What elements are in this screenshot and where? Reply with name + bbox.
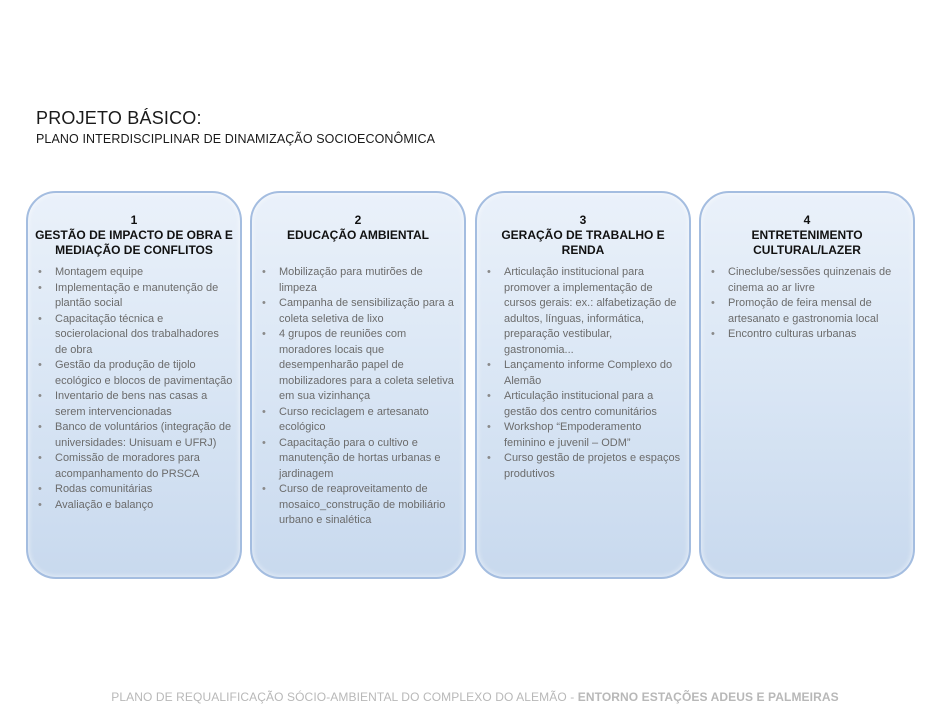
list-item-text: Avaliação e balanço: [55, 498, 154, 511]
bullet-icon: •: [38, 312, 42, 325]
list-item-text: Gestão da produção de tijolo ecológico e blocos de pavimentação: [55, 359, 233, 387]
list-item: [38, 389, 234, 420]
bullet-icon: •: [487, 266, 491, 278]
card-number: 3: [579, 213, 587, 227]
bullet-icon: •: [262, 483, 266, 495]
list-item: [38, 482, 234, 498]
footer-main-text: PLANO DE REQUALIFICAÇÃO SÓCIO-AMBIENTAL DO COMPLEXO DO ALEMÃO: [111, 690, 567, 704]
list-item-text: Montagem equipe: [55, 266, 144, 278]
card-title: GESTÃO DE IMPACTO DE OBRA E MEDIAÇÃO DE CONFLITOS: [35, 228, 233, 257]
list-item: [487, 265, 683, 358]
list-item-text: Curso gestão de projetos e espaços produtivos: [504, 452, 681, 480]
list-item-text: Promoção de feira mensal de artesanato e gastronomia local: [728, 297, 879, 325]
list-item-text: Articulação institucional para a gestão dos centro comunitários: [504, 390, 657, 418]
list-item-text: Banco de voluntários (integração de universidades: Unisuam e UFRJ): [55, 421, 232, 449]
bullet-icon: •: [487, 359, 491, 371]
list-item: [487, 420, 683, 451]
list-item-text: Capacitação técnica e socierolacional dos trabalhadores de obra: [55, 312, 219, 356]
bullet-icon: •: [38, 390, 42, 402]
list-item-text: Implementação e manutenção de plantão social: [55, 281, 219, 309]
list-item: [38, 265, 234, 281]
bullet-icon: •: [38, 266, 42, 278]
list-item: [38, 498, 234, 514]
card-title: GERAÇÃO DE TRABALHO E RENDA: [501, 228, 665, 257]
card-item-list: [477, 265, 689, 482]
list-item-text: Inventario de bens nas casas a serem intervencionadas: [55, 390, 208, 418]
card-header: [252, 193, 464, 265]
list-item: [711, 296, 907, 327]
list-item: [262, 482, 458, 529]
list-item: [262, 296, 458, 327]
card-header: [701, 193, 913, 265]
footer-separator: -: [566, 690, 578, 704]
card-item-list: [701, 265, 913, 343]
card-title: ENTRETENIMENTO CULTURAL/LAZER: [751, 228, 863, 257]
card-3: [475, 191, 691, 579]
list-item: [38, 312, 234, 359]
list-item: [487, 389, 683, 420]
bullet-icon: •: [38, 359, 42, 371]
list-item-text: Cineclube/sessões quinzenais de cinema ao ar livre: [728, 266, 892, 294]
list-item: [38, 420, 234, 451]
card-header: [477, 193, 689, 265]
card-number: 1: [130, 213, 138, 227]
bullet-icon: •: [38, 452, 42, 464]
list-item: [38, 451, 234, 482]
bullet-icon: •: [262, 266, 266, 278]
page-footer: [0, 690, 950, 704]
bullet-icon: •: [38, 483, 42, 495]
bullet-icon: •: [262, 405, 266, 418]
bullet-icon: •: [711, 328, 715, 340]
bullet-icon: •: [38, 421, 42, 433]
list-item-text: Curso de reaproveitamento de mosaico_construção de mobiliário urbano e sinalética: [279, 483, 446, 526]
list-item: [711, 327, 907, 343]
list-item: [38, 358, 234, 389]
bullet-icon: •: [711, 266, 715, 278]
card-header: [28, 193, 240, 265]
bullet-icon: •: [262, 297, 266, 309]
bullet-icon: •: [711, 297, 715, 309]
list-item: [262, 327, 458, 405]
page-subtitle: PLANO INTERDISCIPLINAR DE DINAMIZAÇÃO SOCIOECONÔMICA: [36, 132, 436, 146]
bullet-icon: •: [38, 498, 42, 511]
list-item-text: Rodas comunitárias: [55, 483, 153, 495]
card-number: 2: [354, 213, 362, 227]
bullet-icon: •: [38, 281, 42, 294]
card-item-list: [252, 265, 464, 529]
page-header: [36, 107, 435, 146]
list-item-text: Encontro culturas urbanas: [728, 328, 857, 340]
card-2: [250, 191, 466, 579]
cards-row: [26, 191, 919, 581]
bullet-icon: •: [487, 390, 491, 402]
bullet-icon: •: [262, 436, 266, 449]
list-item: [262, 265, 458, 296]
list-item: [487, 451, 683, 482]
list-item-text: Workshop “Empoderamento feminino e juvenil – ODM”: [504, 421, 642, 449]
card-item-list: [28, 265, 240, 513]
card-number: 4: [803, 213, 811, 227]
page-title: PROJETO BÁSICO:: [36, 108, 202, 128]
list-item-text: Lançamento informe Complexo do Alemão: [504, 359, 673, 387]
list-item: [711, 265, 907, 296]
list-item-text: Campanha de sensibilização para a coleta seletiva de lixo: [279, 297, 454, 325]
list-item: [487, 358, 683, 389]
list-item-text: Comissão de moradores para acompanhamento do PRSCA: [55, 452, 200, 480]
bullet-icon: •: [487, 421, 491, 433]
list-item: [262, 405, 458, 436]
card-title: EDUCAÇÃO AMBIENTAL: [287, 228, 429, 242]
list-item: [262, 436, 458, 483]
list-item-text: Capacitação para o cultivo e manutenção de hortas urbanas e jardinagem: [279, 436, 441, 480]
card-1: [26, 191, 242, 579]
list-item-text: Mobilização para mutirões de limpeza: [279, 266, 423, 294]
card-4: [699, 191, 915, 579]
list-item-text: Articulação institucional para promover a implementação de cursos gerais: ex.: alfabetização de adultos, línguas, informática, preparação vestibular, gastronomia...: [504, 266, 677, 356]
list-item-text: 4 grupos de reuniões com moradores locais que desempenharão papel de mobilizadores para a coleta seletiva em sua vizinhança: [279, 328, 454, 402]
bullet-icon: •: [262, 328, 266, 340]
bullet-icon: •: [487, 452, 491, 464]
footer-emphasis-text: ENTORNO ESTAÇÕES ADEUS E PALMEIRAS: [577, 690, 839, 704]
list-item-text: Curso reciclagem e artesanato ecológico: [279, 405, 429, 433]
list-item: [38, 281, 234, 312]
